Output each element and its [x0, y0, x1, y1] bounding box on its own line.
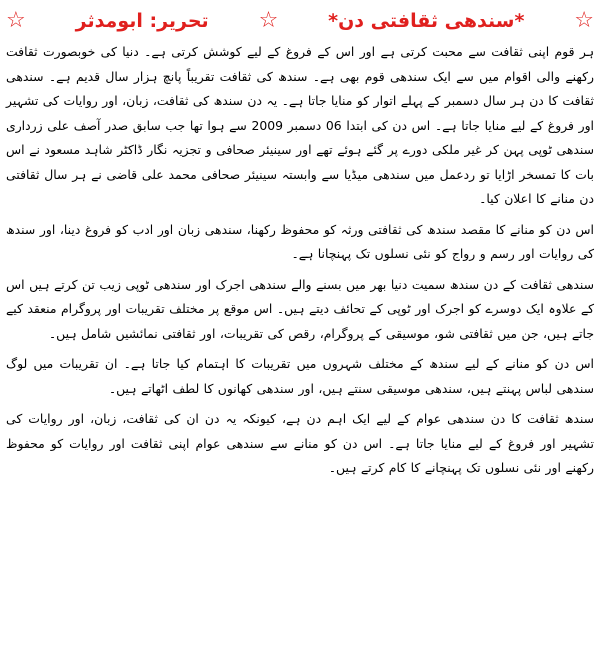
star-icon: ☆ [574, 8, 594, 33]
article-title: *سندھی ثقافتی دن* [328, 9, 525, 32]
article-header [6, 4, 594, 38]
star-icon: ☆ [258, 8, 279, 33]
author-byline: تحریر: ابومدثر [75, 9, 209, 32]
paragraph: ہر قوم اپنی ثقافت سے محبت کرتی ہے اور اس کے فروغ کے لیے کوشش کرتی ہے۔ دنیا کی خوبصورت ثقافت رکھنے والی اقوام میں سے ایک سندھی قوم بھی ہے۔ سندھ کی ثقافت تقریباً پانچ ہزار سال قدیم ہے۔ سندھی ثقافت کا دن ہر سال دسمبر کے پہلے اتوار کو منایا جاتا ہے۔ یہ دن سندھ کی ثقافت، زبان، اور روایات کی تشہیر اور فروغ کے لیے منایا جاتا ہے۔ اس دن کی ابتدا 06 دسمبر 2009 سے ہوا تھا جب سابق صدر آصف علی زرداری سندھی ٹوپی پہن کر غیر ملکی دورے پر گئے ہوئے تھے اور سینیئر صحافی و تجزیہ نگار ڈاکٹر شاہد مسعود نے اس بات کا تمسخر اڑایا تو ردعمل میں سندھی میڈیا سے وابستہ سینیئر صحافی محمد علی قاضی نے ہر سال ثقافتی دن منانے کا اعلان کیا۔ [6, 44, 594, 206]
paragraph: اس دن کو منانے کے لیے سندھ کے مختلف شہروں میں تقریبات کا اہتمام کیا جاتا ہے۔ ان تقریبات میں لوگ سندھی لباس پہنتے ہیں، سندھی موسیقی سنتے ہیں، اور سندھی کھانوں کا لطف اٹھاتے ہیں۔ [6, 356, 594, 396]
article-body [6, 40, 594, 481]
paragraph: سندھی ثقافت کے دن سندھ سمیت دنیا بھر میں بسنے والے سندھی اجرک اور سندھی ٹوپی زیب تن کرتے ہیں اس کے علاوہ ایک دوسرے کو اجرک اور ٹوپی کے تحائف دیتے ہیں۔ اس موقع پر مختلف تقریبات اور پروگرام منعقد کیے جاتے ہیں، جن میں ثقافتی شو، موسیقی کے پروگرام، رقص کی تقریبات، اور ثقافتی نمائشیں شامل ہیں۔ [6, 276, 594, 341]
paragraph: سندھ ثقافت کا دن سندھی عوام کے لیے ایک اہم دن ہے، کیونکہ یہ دن ان کی ثقافت، زبان، اور روایات کی تشہیر اور فروغ کے لیے منایا جاتا ہے۔ اس دن کو منانے سے سندھی عوام اپنی ثقافت اور روایات کو محفوظ رکھنے اور نئی نسلوں تک پہنچانے کا کام کرتے ہیں۔ [6, 411, 594, 475]
star-icon: ☆ [6, 8, 26, 33]
paragraph: اس دن کو منانے کا مقصد سندھ کی ثقافتی ورثہ کو محفوظ رکھنا، سندھی زبان اور ادب کو فروغ دینا، اور سندھ کی روایات اور رسم و رواج کو نئی نسلوں تک پہنچانا ہے۔ [6, 221, 594, 261]
